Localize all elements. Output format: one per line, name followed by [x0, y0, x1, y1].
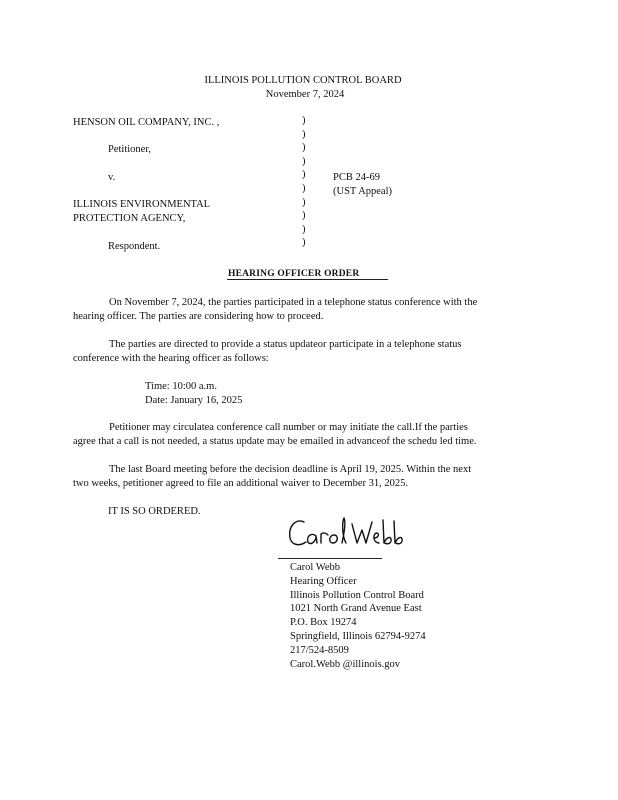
- paren-mark: ): [302, 142, 306, 154]
- paragraph-line: agree that a call is not needed, a status update may be emailed in advanceof the schedu led time.: [73, 436, 477, 447]
- paren-mark: ): [302, 223, 306, 235]
- paren-mark: ): [302, 237, 306, 249]
- signer-street-address: 1021 North Grand Avenue East: [290, 603, 422, 615]
- signature-line: [278, 558, 382, 559]
- paren-mark: ): [302, 115, 306, 126]
- paren-mark: ): [302, 210, 306, 222]
- paragraph-3: [73, 421, 531, 449]
- signer-email: Carol.Webb @illinois.gov: [290, 658, 401, 670]
- respondent-label: Respondent.: [108, 241, 161, 252]
- paren-mark: ): [302, 128, 306, 140]
- petitioner-label: Petitioner,: [108, 144, 152, 155]
- paragraph-2: [73, 338, 531, 366]
- paragraph-1: [73, 296, 531, 324]
- paragraph-line: conference with the hearing officer as follows:: [73, 353, 269, 364]
- signer-po-box: P.O. Box 19274: [290, 617, 357, 629]
- signer-name: Carol Webb: [290, 562, 340, 573]
- order-title: HEARING OFFICER ORDER: [228, 269, 360, 279]
- respondent-name-line1: ILLINOIS ENVIRONMENTAL: [73, 199, 211, 210]
- case-type: (UST Appeal): [333, 186, 393, 197]
- board-name: ILLINOIS POLLUTION CONTROL BOARD: [204, 75, 402, 86]
- signature-block: [290, 561, 426, 671]
- signer-title: Hearing Officer: [290, 575, 357, 587]
- schedule-date: Date: January 16, 2025: [145, 395, 243, 406]
- caption-parentheses: [302, 114, 306, 250]
- petitioner-name: HENSON OIL COMPANY, INC. ,: [73, 117, 220, 128]
- paragraph-4: [73, 463, 531, 491]
- signer-phone: 217/524-8509: [290, 644, 349, 656]
- title-underline: [227, 279, 388, 280]
- paragraph-line: Petitioner may circulatea conference call number or may initiate the call.If the parties: [109, 422, 468, 433]
- respondent-name-line2: PROTECTION AGENCY,: [73, 213, 186, 224]
- case-number: PCB 24-69: [333, 172, 380, 183]
- paragraph-line: On November 7, 2024, the parties participated in a telephone status conference with the: [109, 297, 478, 308]
- paragraph-line: The last Board meeting before the decision deadline is April 19, 2025. Within the next: [109, 464, 472, 475]
- paren-mark: ): [302, 196, 306, 208]
- paragraph-line: hearing officer. The parties are considering how to proceed.: [73, 311, 324, 322]
- paren-mark: ): [302, 182, 306, 194]
- closing-statement: IT IS SO ORDERED.: [108, 506, 201, 517]
- signer-organization: Illinois Pollution Control Board: [290, 589, 424, 601]
- schedule-time: Time: 10:00 a.m.: [145, 381, 217, 392]
- versus-label: v.: [108, 172, 116, 183]
- order-date: November 7, 2024: [265, 89, 345, 100]
- handwritten-signature: [284, 512, 414, 556]
- paren-mark: ): [302, 155, 306, 167]
- paren-mark: ): [302, 169, 306, 181]
- paragraph-line: The parties are directed to provide a status updateor participate in a telephone status: [109, 339, 462, 350]
- paragraph-line: two weeks, petitioner agreed to file an additional waiver to December 31, 2025.: [73, 478, 409, 489]
- signer-city-state-zip: Springfield, Illinois 62794-9274: [290, 630, 426, 642]
